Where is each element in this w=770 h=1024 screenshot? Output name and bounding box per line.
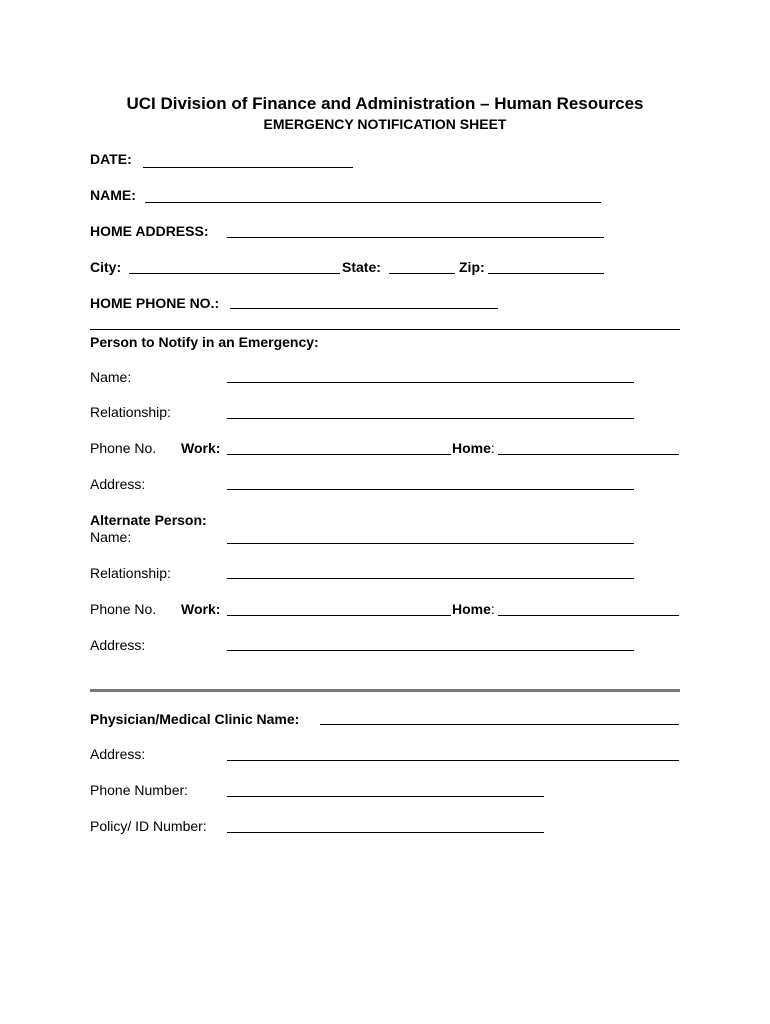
primary-address-field[interactable] — [227, 489, 634, 490]
primary-home-label: Home: — [452, 440, 495, 456]
physician-clinic-field[interactable] — [320, 724, 679, 725]
physician-address-label: Address: — [90, 746, 146, 762]
home-address-field[interactable] — [227, 237, 604, 238]
primary-relationship-label: Relationship: — [90, 404, 171, 420]
home-phone-label: HOME PHONE NO.: — [90, 295, 220, 311]
alternate-work-phone-field[interactable] — [227, 615, 451, 616]
name-label: NAME: — [90, 187, 136, 203]
policy-id-field[interactable] — [227, 832, 544, 833]
document-title: UCI Division of Finance and Administration – Human Resources — [126, 94, 644, 113]
physician-address-field[interactable] — [227, 760, 679, 761]
primary-home-phone-field[interactable] — [498, 454, 679, 455]
alternate-work-label: Work: — [181, 601, 221, 617]
policy-id-label: Policy/ ID Number: — [90, 818, 207, 834]
alternate-address-label: Address: — [90, 637, 146, 653]
alternate-address-field[interactable] — [227, 650, 634, 651]
primary-name-field[interactable] — [227, 382, 634, 383]
document-subtitle: EMERGENCY NOTIFICATION SHEET — [263, 116, 507, 132]
alternate-home-phone-field[interactable] — [498, 615, 679, 616]
primary-phone-label: Phone No. — [90, 440, 157, 456]
alternate-phone-label: Phone No. — [90, 601, 157, 617]
name-field[interactable] — [145, 202, 601, 203]
primary-address-label: Address: — [90, 476, 146, 492]
section-divider — [90, 329, 680, 330]
zip-field[interactable] — [488, 273, 604, 274]
date-field[interactable] — [143, 167, 353, 168]
alternate-contact-heading: Alternate Person: — [90, 512, 207, 528]
physician-phone-label: Phone Number: — [90, 782, 189, 798]
primary-name-label: Name: — [90, 369, 132, 385]
date-label: DATE: — [90, 151, 132, 167]
home-address-label: HOME ADDRESS: — [90, 223, 209, 239]
alternate-relationship-field[interactable] — [227, 578, 634, 579]
city-label: City: — [90, 259, 122, 275]
primary-relationship-field[interactable] — [227, 418, 634, 419]
primary-work-label: Work: — [181, 440, 221, 456]
alternate-relationship-label: Relationship: — [90, 565, 171, 581]
primary-contact-heading: Person to Notify in an Emergency: — [90, 334, 319, 350]
home-phone-field[interactable] — [230, 308, 498, 309]
city-field[interactable] — [129, 273, 340, 274]
alternate-name-field[interactable] — [227, 543, 634, 544]
physician-clinic-label: Physician/Medical Clinic Name: — [90, 711, 300, 727]
zip-label: Zip: — [459, 259, 485, 275]
alternate-name-label: Name: — [90, 529, 132, 545]
state-field[interactable] — [389, 273, 455, 274]
state-label: State: — [342, 259, 381, 275]
section-divider-thick — [90, 689, 680, 692]
primary-work-phone-field[interactable] — [227, 454, 451, 455]
alternate-home-label: Home: — [452, 601, 495, 617]
physician-phone-field[interactable] — [227, 796, 544, 797]
